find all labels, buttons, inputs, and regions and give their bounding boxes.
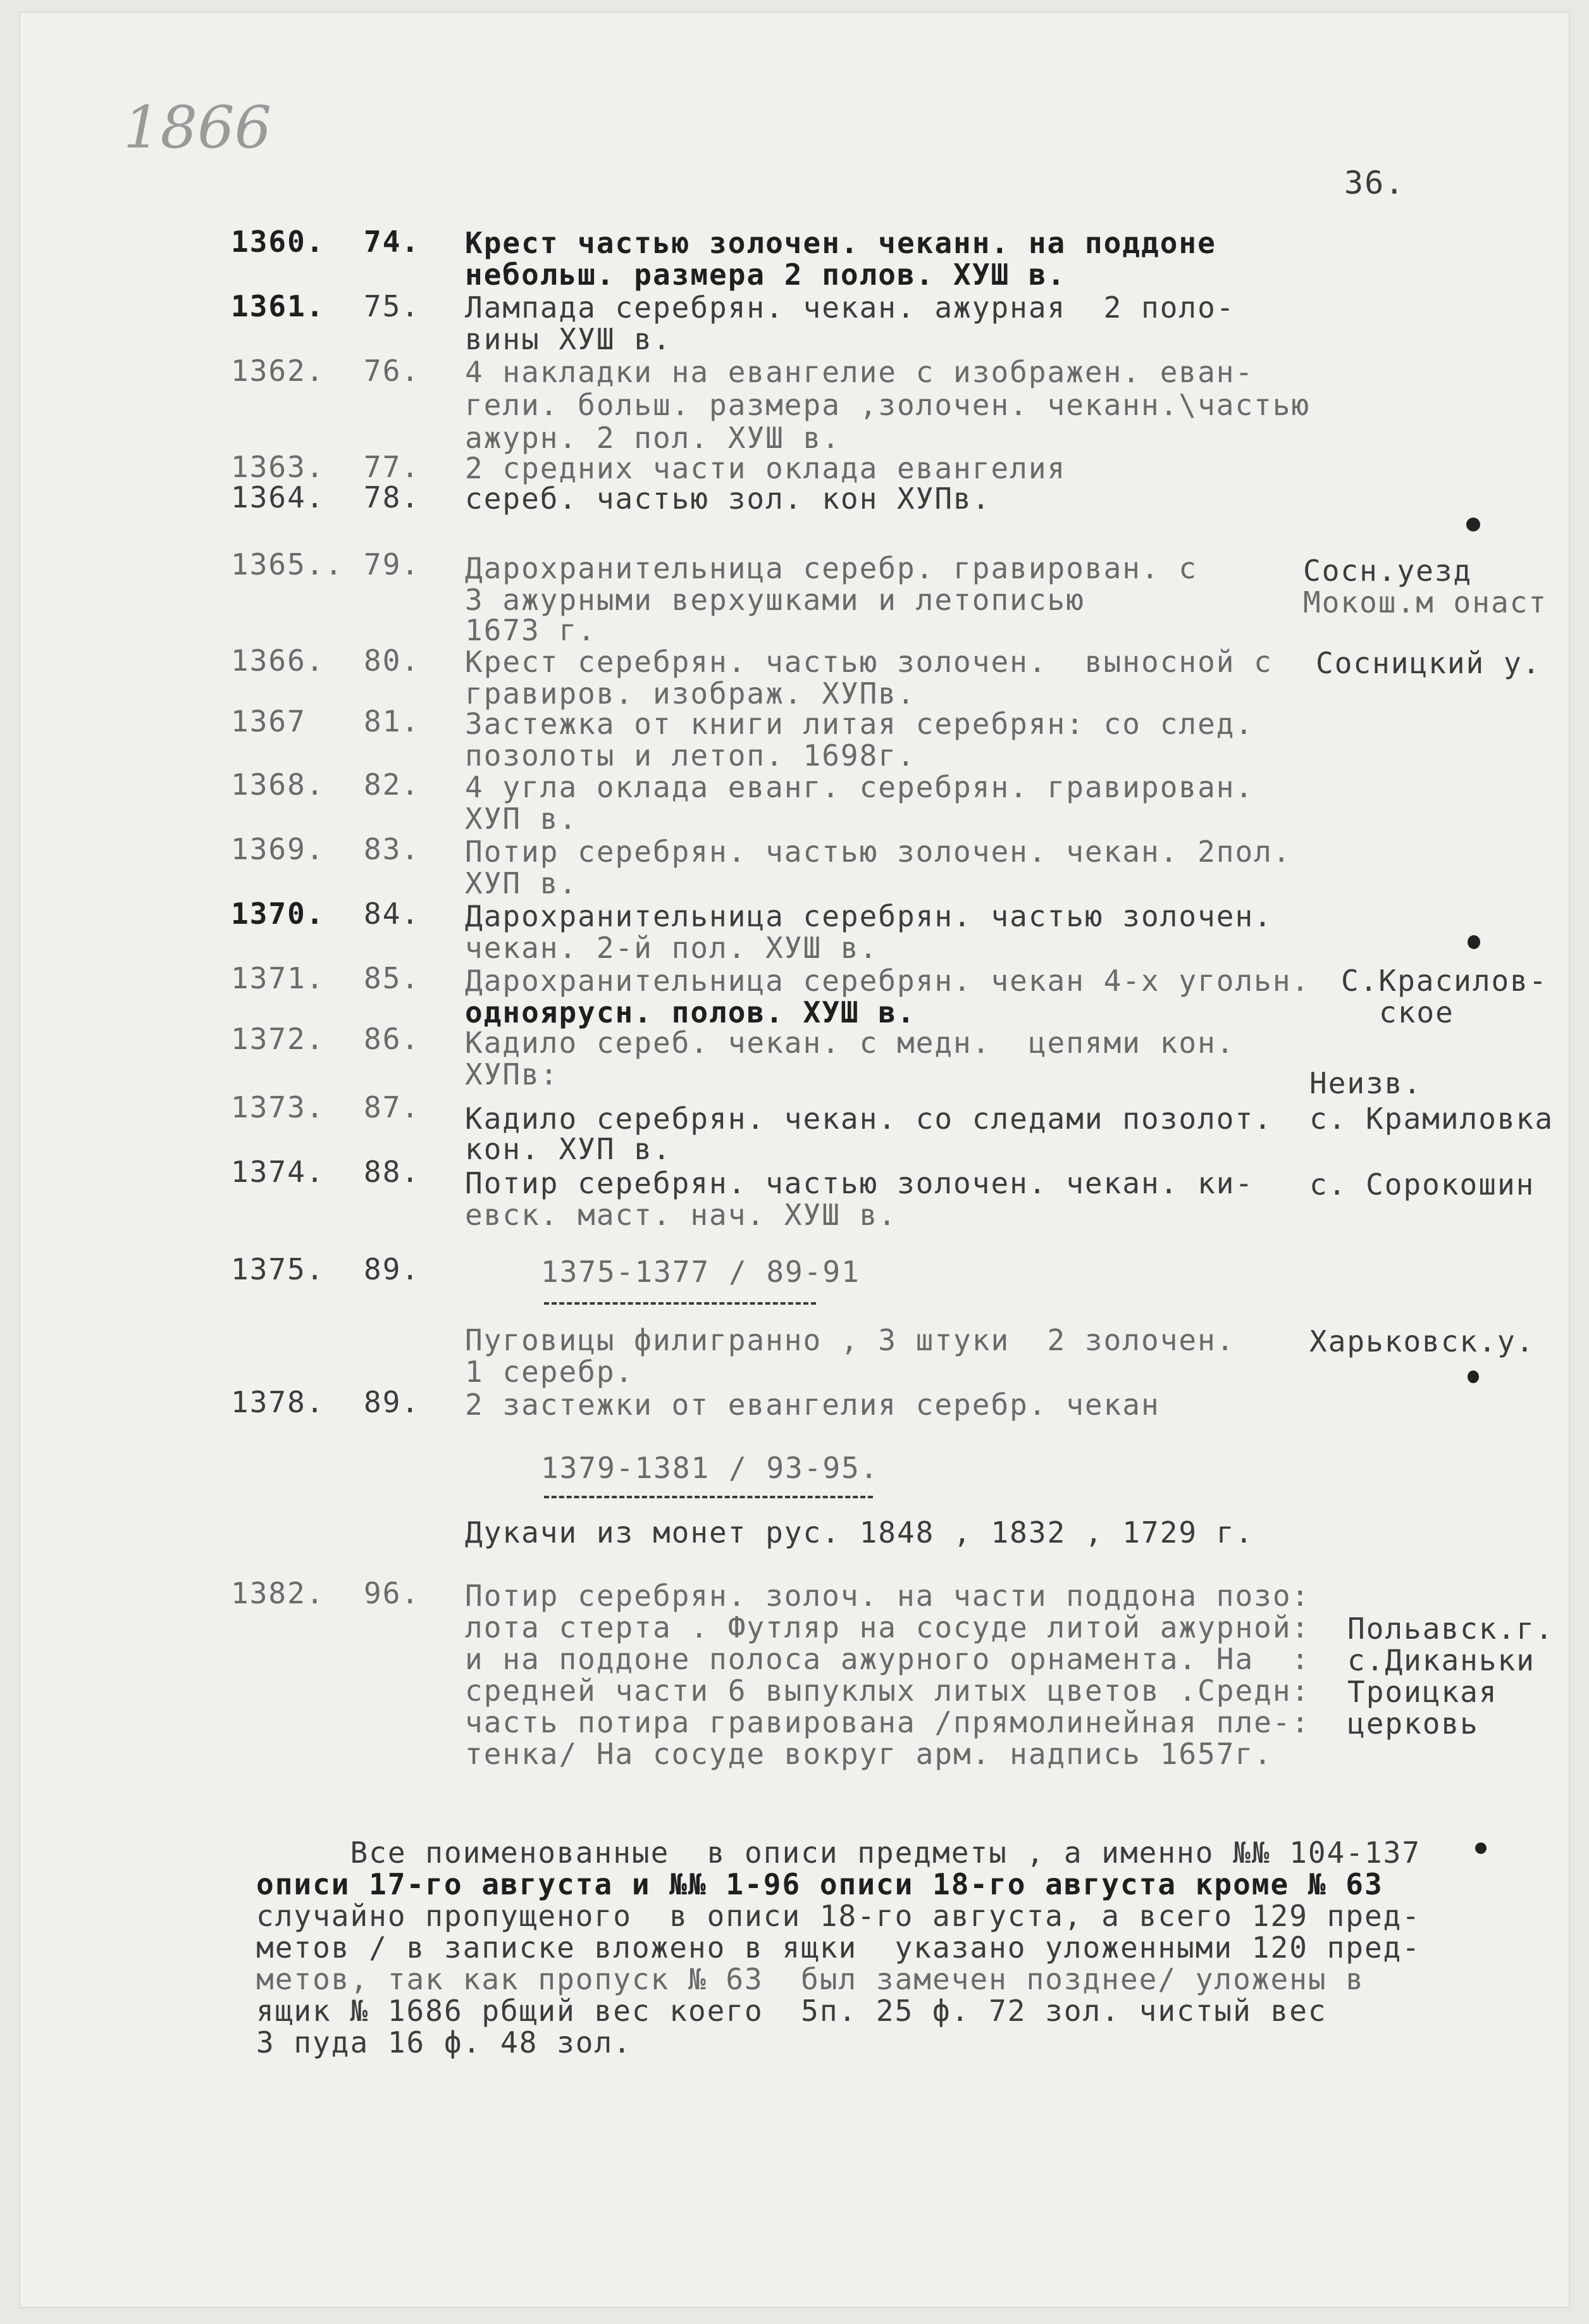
entry-text-line: Дарохранительница серебрян. частью золочен. <box>465 899 1273 933</box>
group-underline <box>544 1496 873 1498</box>
entry-subnumber: 85. <box>364 961 421 995</box>
entry-text-line: лота стерта . Футляр на сосуде литой ажурной: <box>465 1610 1311 1644</box>
closing-line: ящик № 1686 рбщий вес коего 5п. 25 ф. 72 зол. чистый вес <box>256 1994 1327 2028</box>
entry-subnumber: 81. <box>364 704 421 738</box>
entry-text-line: Кадило сереб. чекан. с медн. цепями кон. <box>465 1026 1235 1060</box>
entry-place: церковь <box>1347 1706 1479 1741</box>
entry-subnumber: 88. <box>364 1155 421 1189</box>
entry-subnumber: 79. <box>364 547 421 581</box>
entry-text-line: Застежка от книги литая серебрян: со след. <box>465 707 1254 741</box>
entry-text-line: и на поддоне полоса ажурного орнамента. На : <box>465 1642 1311 1676</box>
entry-subnumber: 89. <box>364 1252 421 1286</box>
entry-subnumber: 87. <box>364 1090 421 1124</box>
ink-speck <box>1468 935 1480 949</box>
entry-text-line: сереб. частью зол. кон ХУПв. <box>465 482 991 516</box>
entry-text-line: средней части 6 выпуклых литых цветов .Средн: <box>465 1674 1311 1708</box>
entry-place: Сосницкий у. <box>1316 646 1542 680</box>
entry-place: ское <box>1379 995 1454 1029</box>
closing-line: случайно пропущеного в описи 18-го августа, а всего 129 пред- <box>256 1899 1421 1933</box>
entry-place: С.Красилов- <box>1341 964 1548 998</box>
entry-text-line: ажурн. 2 пол. ХУШ в. <box>465 421 841 455</box>
entry-text-line: вины ХУШ в. <box>465 322 672 356</box>
entry-number: 1373. <box>231 1090 325 1124</box>
entry-place: Мокош.м онаст <box>1303 585 1548 619</box>
entry-subnumber: 83. <box>364 832 421 866</box>
entry-text-line: гравиров. изображ. ХУПв. <box>465 676 916 711</box>
entry-text-line: 1673 г. <box>465 613 597 647</box>
entry-number: 1370. <box>231 897 325 931</box>
entry-place: с.Диканьки <box>1347 1643 1535 1677</box>
entry-subnumber: 78. <box>364 480 421 514</box>
entry-text-line: 3 ажурными верхушками и летописью <box>465 583 1085 617</box>
ink-speck <box>1468 1370 1479 1383</box>
entry-place: с. Сорокошин <box>1309 1167 1535 1202</box>
entry-text-line: Дарохранительница серебрян. чекан 4-х угольн. <box>465 964 1311 998</box>
entry-subnumber: 86. <box>364 1022 421 1056</box>
entry-text-line: чекан. 2-й пол. ХУШ в. <box>465 931 879 965</box>
page-number: 36. <box>1344 165 1406 201</box>
entry-number: 1361. <box>231 289 325 323</box>
ink-speck <box>1475 1842 1487 1854</box>
closing-line: описи 17-го августа и №№ 1-96 описи 18-го августа кроме № 63 <box>256 1867 1383 1901</box>
entry-subnumber: 76. <box>364 354 421 388</box>
entry-number: 1368. <box>231 767 325 802</box>
entry-text-line: евск. маст. нач. ХУШ в. <box>465 1198 897 1232</box>
entry-number: 1374. <box>231 1155 325 1189</box>
ink-speck <box>1466 518 1480 531</box>
entry-text-line: тенка/ На сосуде вокруг арм. надпись 1657г. <box>465 1737 1273 1771</box>
closing-line: метов / в записке вложено в ящки указано уложенными 120 пред- <box>256 1930 1421 1965</box>
entry-number: 1369. <box>231 832 325 866</box>
entry-number: 1375. <box>231 1252 325 1286</box>
group-range: 1375-1377 / 89-91 <box>541 1255 860 1289</box>
entry-number: 1371. <box>231 961 325 995</box>
entry-text-line: 4 угла оклада еванг. серебрян. гравирован. <box>465 770 1254 804</box>
entry-text-line: Пуговицы филигранно , 3 штуки 2 золочен. <box>465 1323 1235 1357</box>
entry-number: 1382. <box>231 1576 325 1610</box>
entry-text-line: ХУП в. <box>465 866 578 900</box>
group-range: 1379-1381 / 93-95. <box>541 1451 879 1485</box>
entry-subnumber: 74. <box>364 225 421 259</box>
entry-text-line: ХУП в. <box>465 802 578 836</box>
entry-text-line: 2 застежки от евангелия серебр. чекан <box>465 1388 1160 1422</box>
entry-text-line: Дарохранительница серебр. гравирован. с <box>465 551 1198 585</box>
entry-subnumber: 89. <box>364 1385 421 1419</box>
entry-text-line: кон. ХУП в. <box>465 1132 672 1166</box>
entry-text-line: 1 серебр. <box>465 1355 634 1389</box>
entry-text-line: Потир серебрян. золоч. на части поддона позо: <box>465 1579 1311 1613</box>
entry-text-line: одноярусн. полов. ХУШ в. <box>465 995 916 1029</box>
entry-text-line: гели. больш. размера ,золочен. чеканн.\частью <box>465 388 1311 422</box>
entry-number: 1372. <box>231 1022 325 1056</box>
entry-text-line: Крест серебрян. частью золочен. выносной с <box>465 645 1273 679</box>
entry-place: Сосн.уезд <box>1303 554 1473 588</box>
entry-subnumber: 82. <box>364 767 421 802</box>
entry-number: 1364. <box>231 480 325 514</box>
entry-text-line: Лампада серебрян. чекан. ажурная 2 поло- <box>465 290 1235 325</box>
entry-number: 1367 <box>231 704 306 738</box>
pencil-archive-number: 1866 <box>123 94 272 161</box>
entry-text-line: Кадило серебрян. чекан. со следами позолот. <box>465 1102 1273 1136</box>
document-page <box>19 11 1570 2308</box>
entry-text-line: Потир серебрян. частью золочен. чекан. 2пол. <box>465 835 1292 869</box>
entry-subnumber: 96. <box>364 1576 421 1610</box>
closing-line: Все поименованные в описи предметы , а именно №№ 104-137 <box>256 1836 1421 1870</box>
entry-place: Польавск.г. <box>1347 1612 1554 1646</box>
entry-text-line: часть потира гравирована /прямолинейная пле-: <box>465 1705 1311 1739</box>
entry-subnumber: 80. <box>364 643 421 678</box>
entry-subnumber: 75. <box>364 289 421 323</box>
entry-number: 1378. <box>231 1385 325 1419</box>
entry-text-line: небольш. размера 2 полов. ХУШ в. <box>465 258 1067 292</box>
group-underline <box>544 1302 816 1305</box>
entry-number: 1366. <box>231 643 325 678</box>
closing-line: метов, так как пропуск № 63 был замечен позднее/ уложены в <box>256 1962 1364 1996</box>
closing-line: 3 пуда 16 ф. 48 зол. <box>256 2025 632 2060</box>
entry-place: Троицкая <box>1347 1675 1498 1709</box>
entry-number: 1365.. <box>231 547 344 581</box>
entry-text-line: 4 накладки на евангелие с изображен. еван- <box>465 355 1254 389</box>
entry-text-line: Потир серебрян. частью золочен. чекан. ки- <box>465 1166 1254 1200</box>
entry-subnumber: 84. <box>364 897 421 931</box>
entry-text-line: Дукачи из монет рус. 1848 , 1832 , 1729 г. <box>465 1515 1254 1550</box>
entry-text-line: ХУПв: <box>465 1057 559 1091</box>
entry-text-line: Крест частью золочен. чеканн. на поддоне <box>465 226 1216 260</box>
entry-place: Неизв. <box>1309 1066 1423 1100</box>
entry-place: Харьковск.у. <box>1309 1324 1535 1358</box>
entry-text-line: 2 средних части оклада евангелия <box>465 451 1067 485</box>
entry-number: 1363. <box>231 450 325 484</box>
entry-subnumber: 77. <box>364 450 421 484</box>
entry-number: 1362. <box>231 354 325 388</box>
entry-place: с. Крамиловка <box>1309 1102 1554 1136</box>
entry-number: 1360. <box>231 225 325 259</box>
entry-text-line: позолоты и летоп. 1698г. <box>465 738 916 773</box>
